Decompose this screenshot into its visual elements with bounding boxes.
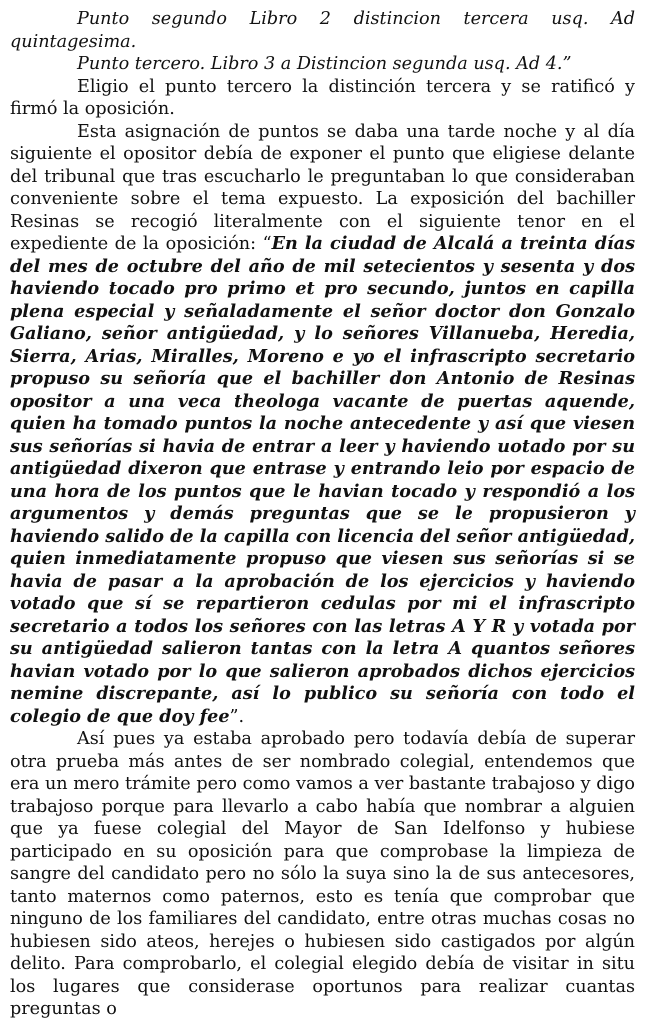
paragraph-eleccion: Eligio el punto tercero la distinción tercera y se ratificó y firmó la oposición. xyxy=(10,76,635,119)
quote-close: ”. xyxy=(229,706,245,727)
paragraph-limpieza-sangre: Así pues ya estaba aprobado pero todavía debía de superar otra prueba más antes de ser nombrado colegial, entendemos que era un mero trámite pero como vamos a ver bastante trabajoso y digo trabajoso porque para llevarlo a cabo había que nombrar a alguien que ya fuese colegial del Mayor de San Idelfonso y hubiese participado en su oposición para que comprobase la limpieza de sangre del candidato pero no sólo la suya sino la de sus antecesores, tanto maternos como paternos, esto es tenía que comprobar que ninguno de los familiares del candidato, entre otras muchas cosas no hubiesen sido ateos, herejes o hubiesen sido castigados por algún delito. Para comprobarlo, el colegial elegido debía de visitar in situ los lugares que considerase oportunos para realizar cuantas preguntas o xyxy=(10,729,635,1019)
paragraph-punto-tercero: Punto tercero. Libro 3 a Distincion segunda usq. Ad 4.” xyxy=(77,54,572,74)
exposicion-intro: Esta asignación de puntos se daba una tarde noche y al día siguiente el opositor debía de exponer el punto que eligiese delante del tribunal que tras escucharlo le preguntaban lo que consideraban conveniente sobre el tema expuesto. La exposición del bachiller Resinas se recogió literalmente con el siguiente tenor en el expediente de la oposición: “ xyxy=(10,121,635,254)
paragraph-exposicion xyxy=(10,121,635,729)
paragraph-punto-segundo: Punto segundo Libro 2 distincion tercera usq. Ad quintagesima. xyxy=(10,9,635,52)
expediente-quote: En la ciudad de Alcalá a treinta días del mes de octubre del año de mil setecientos y sesenta y dos haviendo tocado pro primo et pro secundo, juntos en capilla plena especial y señaladamente el señor doctor don Gonzalo Galiano, señor antigüedad, y lo señores Villanueba, Heredia, Sierra, Arias, Miralles, Moreno e yo el infrascripto secretario propuso su señoría que el bachiller don Antonio de Resinas opositor a una veca theologa vacante de puertas aquende, quien ha tomado puntos la noche antecedente y así que viesen sus señorías si havia de entrar a leer y haviendo uotado por su antigüedad dixeron que entrase y entrando leio por espacio de una hora de los puntos que le havian tocado y respondió a los argumentos y demás preguntas que se le propusieron y haviendo salido de la capilla con licencia del señor antigüedad, quien inmediatamente propuso que viesen sus señorías si se havia de pasar a la aprobación de los ejercicios y haviendo votado que sí se repartieron cedulas por mi el infrascripto secretario a todos los señores con las letras A Y R y votada por su antigüedad salieron tantas con la letra A quantos señores havian votado por lo que salieron aprobados dichos ejercicios nemine discrepante, así lo publico su señoría con todo el colegio de que doy fee xyxy=(10,233,635,727)
